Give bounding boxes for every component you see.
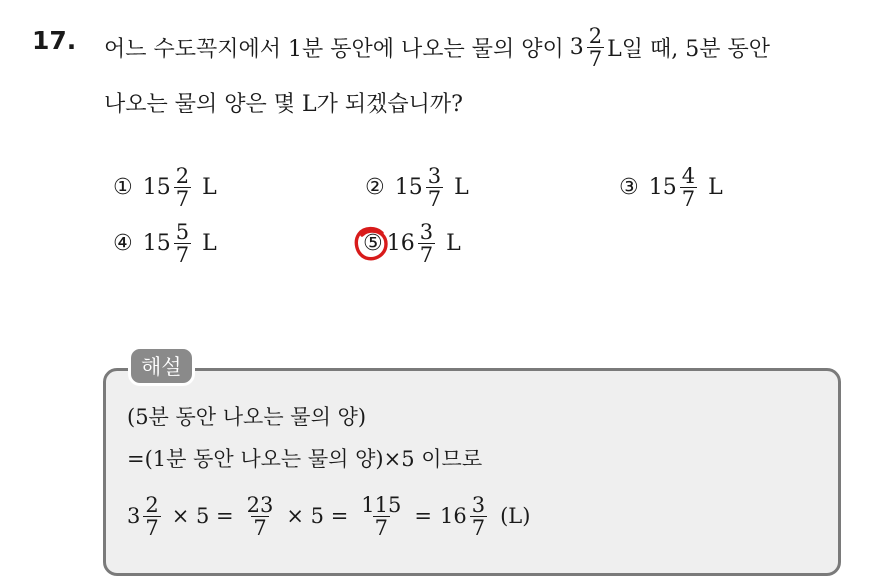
solution-line-1: (5분 동안 나오는 물의 양) (127, 405, 367, 429)
solution-calculation (127, 488, 530, 544)
fraction-numerator: 4 (681, 163, 696, 188)
fraction-numerator: 3 (471, 492, 486, 517)
choice-fraction (174, 221, 191, 266)
question-fraction (587, 25, 604, 70)
calc-fraction-4 (470, 494, 487, 539)
choice-unit: L (202, 230, 217, 256)
question-number: 17. (32, 26, 77, 55)
choice-marker: ① (113, 174, 133, 200)
choice-unit: L (708, 174, 723, 200)
fraction-numerator: 2 (175, 163, 190, 188)
choice-whole: 15 (142, 230, 171, 256)
fraction-denominator: 7 (175, 186, 190, 211)
fraction-numerator: 3 (419, 219, 434, 244)
choice-fraction (426, 165, 443, 210)
choice-marker: ④ (113, 230, 133, 256)
calc-whole-1: 3 (127, 504, 141, 528)
fraction-denominator: 7 (253, 515, 267, 540)
choice-whole: 15 (648, 174, 677, 200)
fraction-numerator: 115 (361, 492, 402, 517)
choice-fraction (418, 221, 435, 266)
solution-tag: 해설 (128, 346, 195, 386)
choice-3[interactable] (619, 160, 723, 214)
fraction-denominator: 7 (419, 242, 434, 267)
choice-whole: 16 (386, 230, 415, 256)
calc-fraction-3 (359, 494, 403, 539)
solution-line-2: =(1분 동안 나오는 물의 양)×5 이므로 (127, 447, 483, 471)
calc-whole-4: 16 (440, 504, 467, 528)
fraction-numerator: 23 (246, 492, 274, 517)
calc-operator-2: × 5 = (286, 504, 349, 528)
fraction-denominator: 7 (471, 515, 486, 540)
calc-unit: (L) (500, 504, 531, 528)
choice-marker: ② (365, 174, 385, 200)
fraction-denominator: 7 (427, 186, 442, 211)
fraction-numerator: 5 (175, 219, 190, 244)
calc-equals: = (414, 504, 432, 528)
question-text-part2: L일 때, 5분 동안 (607, 36, 770, 62)
choice-unit: L (202, 174, 217, 200)
fraction-denominator: 7 (175, 242, 190, 267)
question-mixed-whole: 3 (569, 34, 584, 60)
choice-whole: 15 (142, 174, 171, 200)
choice-unit: L (454, 174, 469, 200)
question-line-2: 나오는 물의 양은 몇 L가 되겠습니까? (104, 91, 463, 117)
fraction-denominator: 7 (374, 515, 389, 540)
fraction-numerator: 2 (145, 492, 159, 517)
calc-operator-1: × 5 = (171, 504, 234, 528)
answer-mark-circle-icon (352, 224, 390, 262)
fraction-denominator: 7 (681, 186, 696, 211)
choice-marker: ⑤ (363, 230, 383, 256)
choice-1[interactable] (113, 160, 217, 214)
choice-fraction (680, 165, 697, 210)
calc-fraction-2 (245, 494, 276, 539)
question-line-1 (104, 24, 770, 70)
choice-whole: 15 (394, 174, 423, 200)
calc-fraction-1 (143, 494, 160, 539)
choice-marker: ③ (619, 174, 639, 200)
choice-fraction (174, 165, 191, 210)
choice-2[interactable] (365, 160, 469, 214)
choice-unit: L (446, 230, 461, 256)
fraction-numerator: 2 (588, 23, 603, 48)
question-text-part1: 어느 수도꼭지에서 1분 동안에 나오는 물의 양이 (104, 36, 564, 62)
fraction-denominator: 7 (588, 46, 603, 71)
fraction-numerator: 3 (427, 163, 442, 188)
choice-4[interactable] (113, 216, 217, 270)
fraction-denominator: 7 (145, 515, 159, 540)
